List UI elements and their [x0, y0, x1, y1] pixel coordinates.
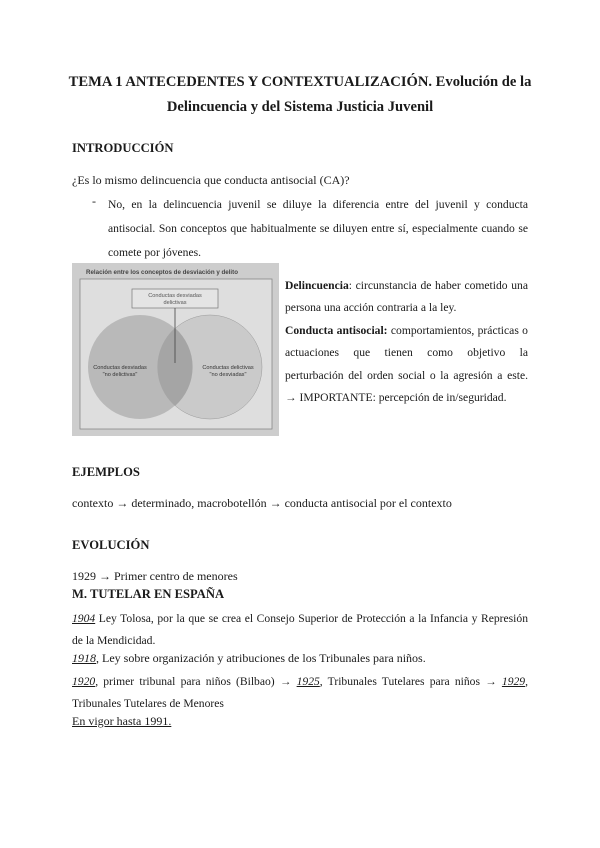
right-label-line-2: "no desviadas" — [209, 372, 247, 378]
diagram-title: Relación entre los conceptos de desviación y delito — [86, 269, 238, 276]
text-1925: , Tribunales Tutelares para niños → — [319, 675, 502, 688]
left-label-line-2: "no delictivas" — [102, 372, 138, 378]
bullet-dash: - — [92, 194, 96, 208]
entry-1918 — [72, 651, 426, 666]
intro-bullet-text: No, en la delincuencia juvenil se diluye la diferencia entre del juvenil y conducta antisocial. Son conceptos que habitualmente se diluyen entre sí, especialmente cuando se comete por jóvenes. — [108, 198, 528, 259]
text-delincuencia: : circunstancia de haber cometido una persona una acción contraria a la ley. — [285, 279, 528, 315]
year-1904: 1904 — [72, 612, 96, 625]
title-line-1: TEMA 1 ANTECEDENTES Y CONTEXTUALIZACIÓN. Evolución de la — [68, 74, 532, 90]
intro-question: ¿Es lo mismo delincuencia que conducta antisocial (CA)? — [72, 173, 350, 187]
tutelar-subheading: M. TUTELAR EN ESPAÑA — [72, 587, 225, 601]
evolucion-heading: EVOLUCIÓN — [72, 538, 150, 552]
year-1918: 1918 — [72, 651, 96, 665]
ejemplos-text: contexto → determinado, macrobotellón → conducta antisocial por el contexto — [72, 496, 452, 510]
year-1929: 1929 — [501, 675, 526, 688]
ejemplos-heading: EJEMPLOS — [72, 465, 140, 479]
en-vigor-note: En vigor hasta 1991. — [72, 714, 172, 728]
text-1904: Ley Tolosa, por la que se crea el Consejo Superior de Protección a la Infancia y Represión de la Mendicidad. — [72, 612, 528, 647]
term-conducta-antisocial: Conducta antisocial: — [285, 323, 388, 337]
text-1920: , primer tribunal para niños (Bilbao) → — [95, 675, 297, 688]
term-delincuencia: Delincuencia — [285, 279, 349, 292]
title-line-2: Delincuencia y del Sistema Justicia Juvenil — [166, 99, 434, 115]
entry-1920 — [72, 671, 528, 714]
year-1920: 1920 — [72, 675, 96, 688]
evolucion-line-1929: 1929 → Primer centro de menores — [72, 569, 238, 583]
box-label-line-2: delictivas — [163, 300, 187, 306]
year-1925: 1925 — [296, 675, 320, 688]
text-conducta-antisocial: comportamientos, prácticas o actuaciones que tienen como objetivo la perturbación del orden social o la agresión a este. → IMPORTANTE: percepción de in/seguridad. — [285, 323, 528, 405]
intro-heading: INTRODUCCIÓN — [72, 141, 174, 155]
definition-conducta-antisocial — [285, 320, 528, 410]
text-1929: , Tribunales Tutelares de Menores — [72, 675, 528, 710]
box-label-line-1: Conductas desviadas — [148, 293, 202, 299]
entry-1904 — [72, 608, 528, 651]
definition-delincuencia — [285, 275, 528, 320]
venn-diagram — [72, 263, 279, 436]
definitions-block — [285, 275, 528, 409]
text-1918: , Ley sobre organización y atribuciones de los Tribunales para niños. — [96, 651, 426, 665]
venn-diagram-image — [72, 263, 279, 436]
left-label-line-1: Conductas desviadas — [93, 365, 147, 371]
right-label-line-1: Conductas delictivas — [202, 365, 254, 371]
page-title — [60, 70, 540, 120]
